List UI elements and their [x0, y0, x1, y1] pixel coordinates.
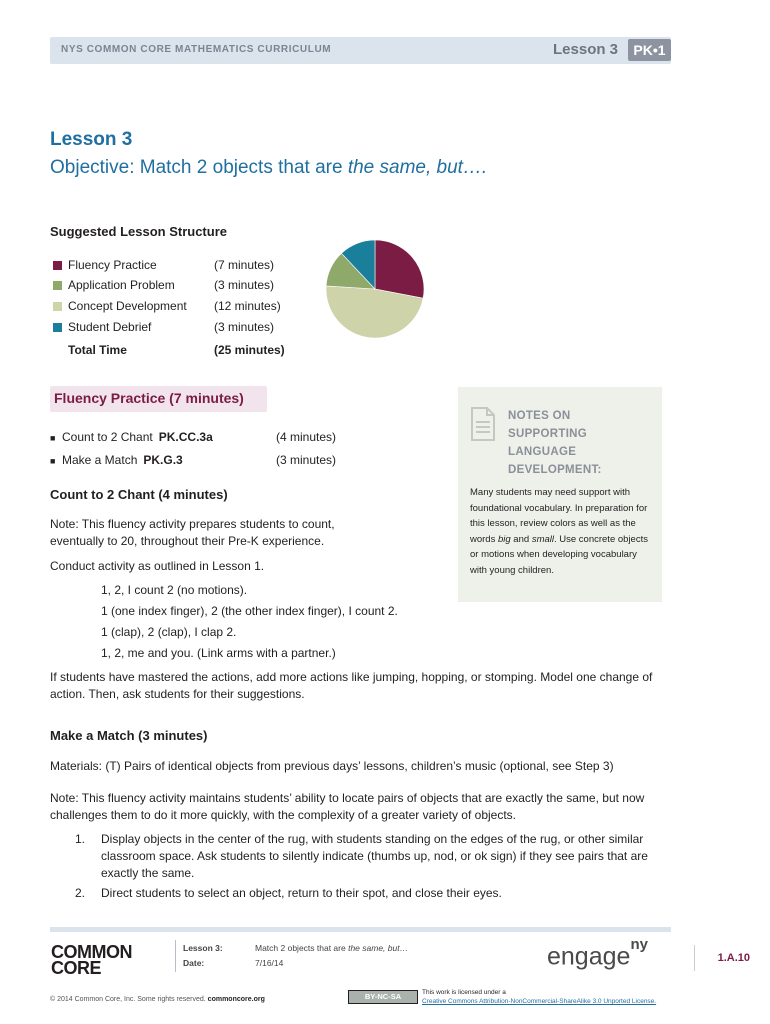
footer-lesson-text: Match 2 objects that are: [255, 943, 349, 953]
chant-line: 1 (one index finger), 2 (the other index finger), I count 2.: [101, 604, 398, 618]
structure-label: Fluency Practice: [68, 258, 157, 272]
footer-lesson-value: [255, 943, 408, 953]
notes-heading: [508, 407, 602, 479]
fluency-bullet: [50, 430, 337, 444]
legend-square: [53, 261, 62, 270]
structure-time: (3 minutes): [214, 320, 275, 334]
notes-heading-line: LANGUAGE: [508, 446, 577, 458]
mastered-text: If students have mastered the actions, add more actions like jumping, hopping, or stomping. Model one change of action. Then, ask students for their suggestions.: [50, 670, 653, 701]
notes-word-small: small: [531, 533, 554, 545]
lesson-title: Lesson 3: [50, 129, 133, 150]
notes-body: [470, 485, 655, 578]
footer-date-value: 7/16/14: [255, 958, 284, 968]
make-match-heading: Make a Match (3 minutes): [50, 728, 208, 743]
structure-time: (7 minutes): [214, 258, 275, 272]
total-time: (25 minutes): [214, 343, 285, 357]
brand-text: engage: [547, 942, 631, 971]
fluency-heading: Fluency Practice (7 minutes): [54, 390, 244, 406]
copyright-site: commoncore.org: [207, 996, 265, 1003]
logo-line: CORE: [51, 958, 102, 978]
footer-rule: [50, 927, 671, 932]
engageny-logo: [547, 936, 648, 971]
standard-code: PK.G.3: [143, 453, 183, 467]
common-core-logo: [51, 944, 132, 976]
notes-text: Many students may need support with foundational vocabulary. In preparation for this lesson, review colors as well as the words: [470, 487, 648, 545]
legend-square: [53, 281, 62, 290]
copyright-text: © 2014 Common Core, Inc. Some rights reserved.: [50, 996, 208, 1003]
legend-square: [53, 302, 62, 311]
brand-sup: ny: [630, 936, 648, 953]
chant-line: 1, 2, I count 2 (no motions).: [101, 583, 248, 597]
count-chant-note: Note: This fluency activity prepares students to count, eventually to 20, throughout their Pre-K experience.: [50, 517, 335, 548]
bullet-text: Make a Match: [62, 453, 138, 467]
module-badge: PK•1: [628, 39, 671, 61]
structure-time: (12 minutes): [214, 299, 281, 313]
standard-code: PK.CC.3a: [158, 430, 213, 444]
license-text: [422, 988, 656, 1006]
conduct-text: Conduct activity as outlined in Lesson 1.: [50, 559, 265, 573]
step-number: 1.: [75, 832, 86, 846]
chant-line: 1 (clap), 2 (clap), I clap 2.: [101, 625, 237, 639]
pie-slice-fluency-practice: [375, 240, 424, 298]
total-label: Total Time: [68, 343, 127, 357]
cc-license-badge: BY-NC-SA: [348, 990, 418, 1004]
structure-label: Application Problem: [68, 278, 175, 292]
header-bar: [50, 37, 671, 64]
bullet-icon: ■: [50, 455, 56, 466]
step-number: 2.: [75, 886, 86, 900]
bullet-icon: ■: [50, 432, 56, 443]
document-icon: [470, 407, 496, 441]
notes-text: and: [510, 533, 532, 545]
step-text: Direct students to select an object, return to their spot, and close their eyes.: [101, 886, 502, 900]
logo-line: COMMON: [51, 942, 132, 962]
step-text: Display objects in the center of the rug, with students standing on the edges of the rug, or other similar classroom space. Ask students to silently indicate (thumbs up, nod, or ok sign) if they see pairs that are exactly the same.: [101, 832, 648, 880]
structure-row: [53, 258, 275, 274]
fluency-section-label: [50, 386, 267, 412]
structure-row: [53, 278, 275, 294]
notes-heading-line: SUPPORTING: [508, 428, 588, 440]
structure-row: [53, 299, 281, 315]
footer-lesson-label: Lesson 3:: [183, 943, 223, 953]
count-chant-heading: Count to 2 Chant (4 minutes): [50, 487, 228, 502]
bullet-time: (4 minutes): [276, 430, 337, 444]
structure-heading: Suggested Lesson Structure: [50, 224, 227, 239]
bullet-time: (3 minutes): [276, 453, 337, 467]
header-lesson: Lesson 3: [553, 41, 619, 58]
fluency-bullet: [50, 453, 337, 467]
license-line: This work is licensed under a: [422, 989, 506, 996]
objective-text: Objective: Match 2 objects that are: [50, 157, 348, 178]
footer-date-label: Date:: [183, 958, 205, 968]
notes-heading-line: NOTES ON: [508, 410, 571, 422]
structure-label: Student Debrief: [68, 320, 152, 334]
chant-line: 1, 2, me and you. (Link arms with a partner.): [101, 646, 336, 660]
make-match-note: Note: This fluency activity maintains students’ ability to locate pairs of objects that are exactly the same, but now challenges them to do it more quickly, with the complexity of a greater variety of objects.: [50, 791, 645, 822]
footer-divider: [175, 940, 176, 972]
notes-text: . Use concrete objects or motions when developing vocabulary with young children.: [470, 533, 648, 576]
objective-italic: the same, but….: [347, 157, 488, 178]
license-link[interactable]: Creative Commons Attribution-NonCommercial-ShareAlike 3.0 Unported License.: [422, 998, 657, 1005]
materials-text: Materials: (T) Pairs of identical objects from previous days’ lessons, children’s music (optional, see Step 3): [50, 759, 614, 773]
objective: [50, 157, 487, 179]
bullet-text: Count to 2 Chant: [62, 430, 153, 444]
lesson-structure-pie-chart: [325, 239, 425, 339]
legend-square: [53, 323, 62, 332]
structure-time: (3 minutes): [214, 278, 275, 292]
structure-label: Concept Development: [68, 299, 187, 313]
footer-lesson-italic: the same, but…: [348, 943, 409, 953]
page-number: 1.A.10: [694, 945, 750, 971]
structure-row: [53, 320, 275, 336]
notes-heading-line: DEVELOPMENT:: [508, 464, 602, 476]
notes-word-big: big: [497, 533, 511, 545]
notes-sidebar: [458, 387, 662, 602]
curriculum-title: NYS COMMON CORE MATHEMATICS CURRICULUM: [61, 44, 332, 55]
copyright: [50, 996, 265, 1003]
